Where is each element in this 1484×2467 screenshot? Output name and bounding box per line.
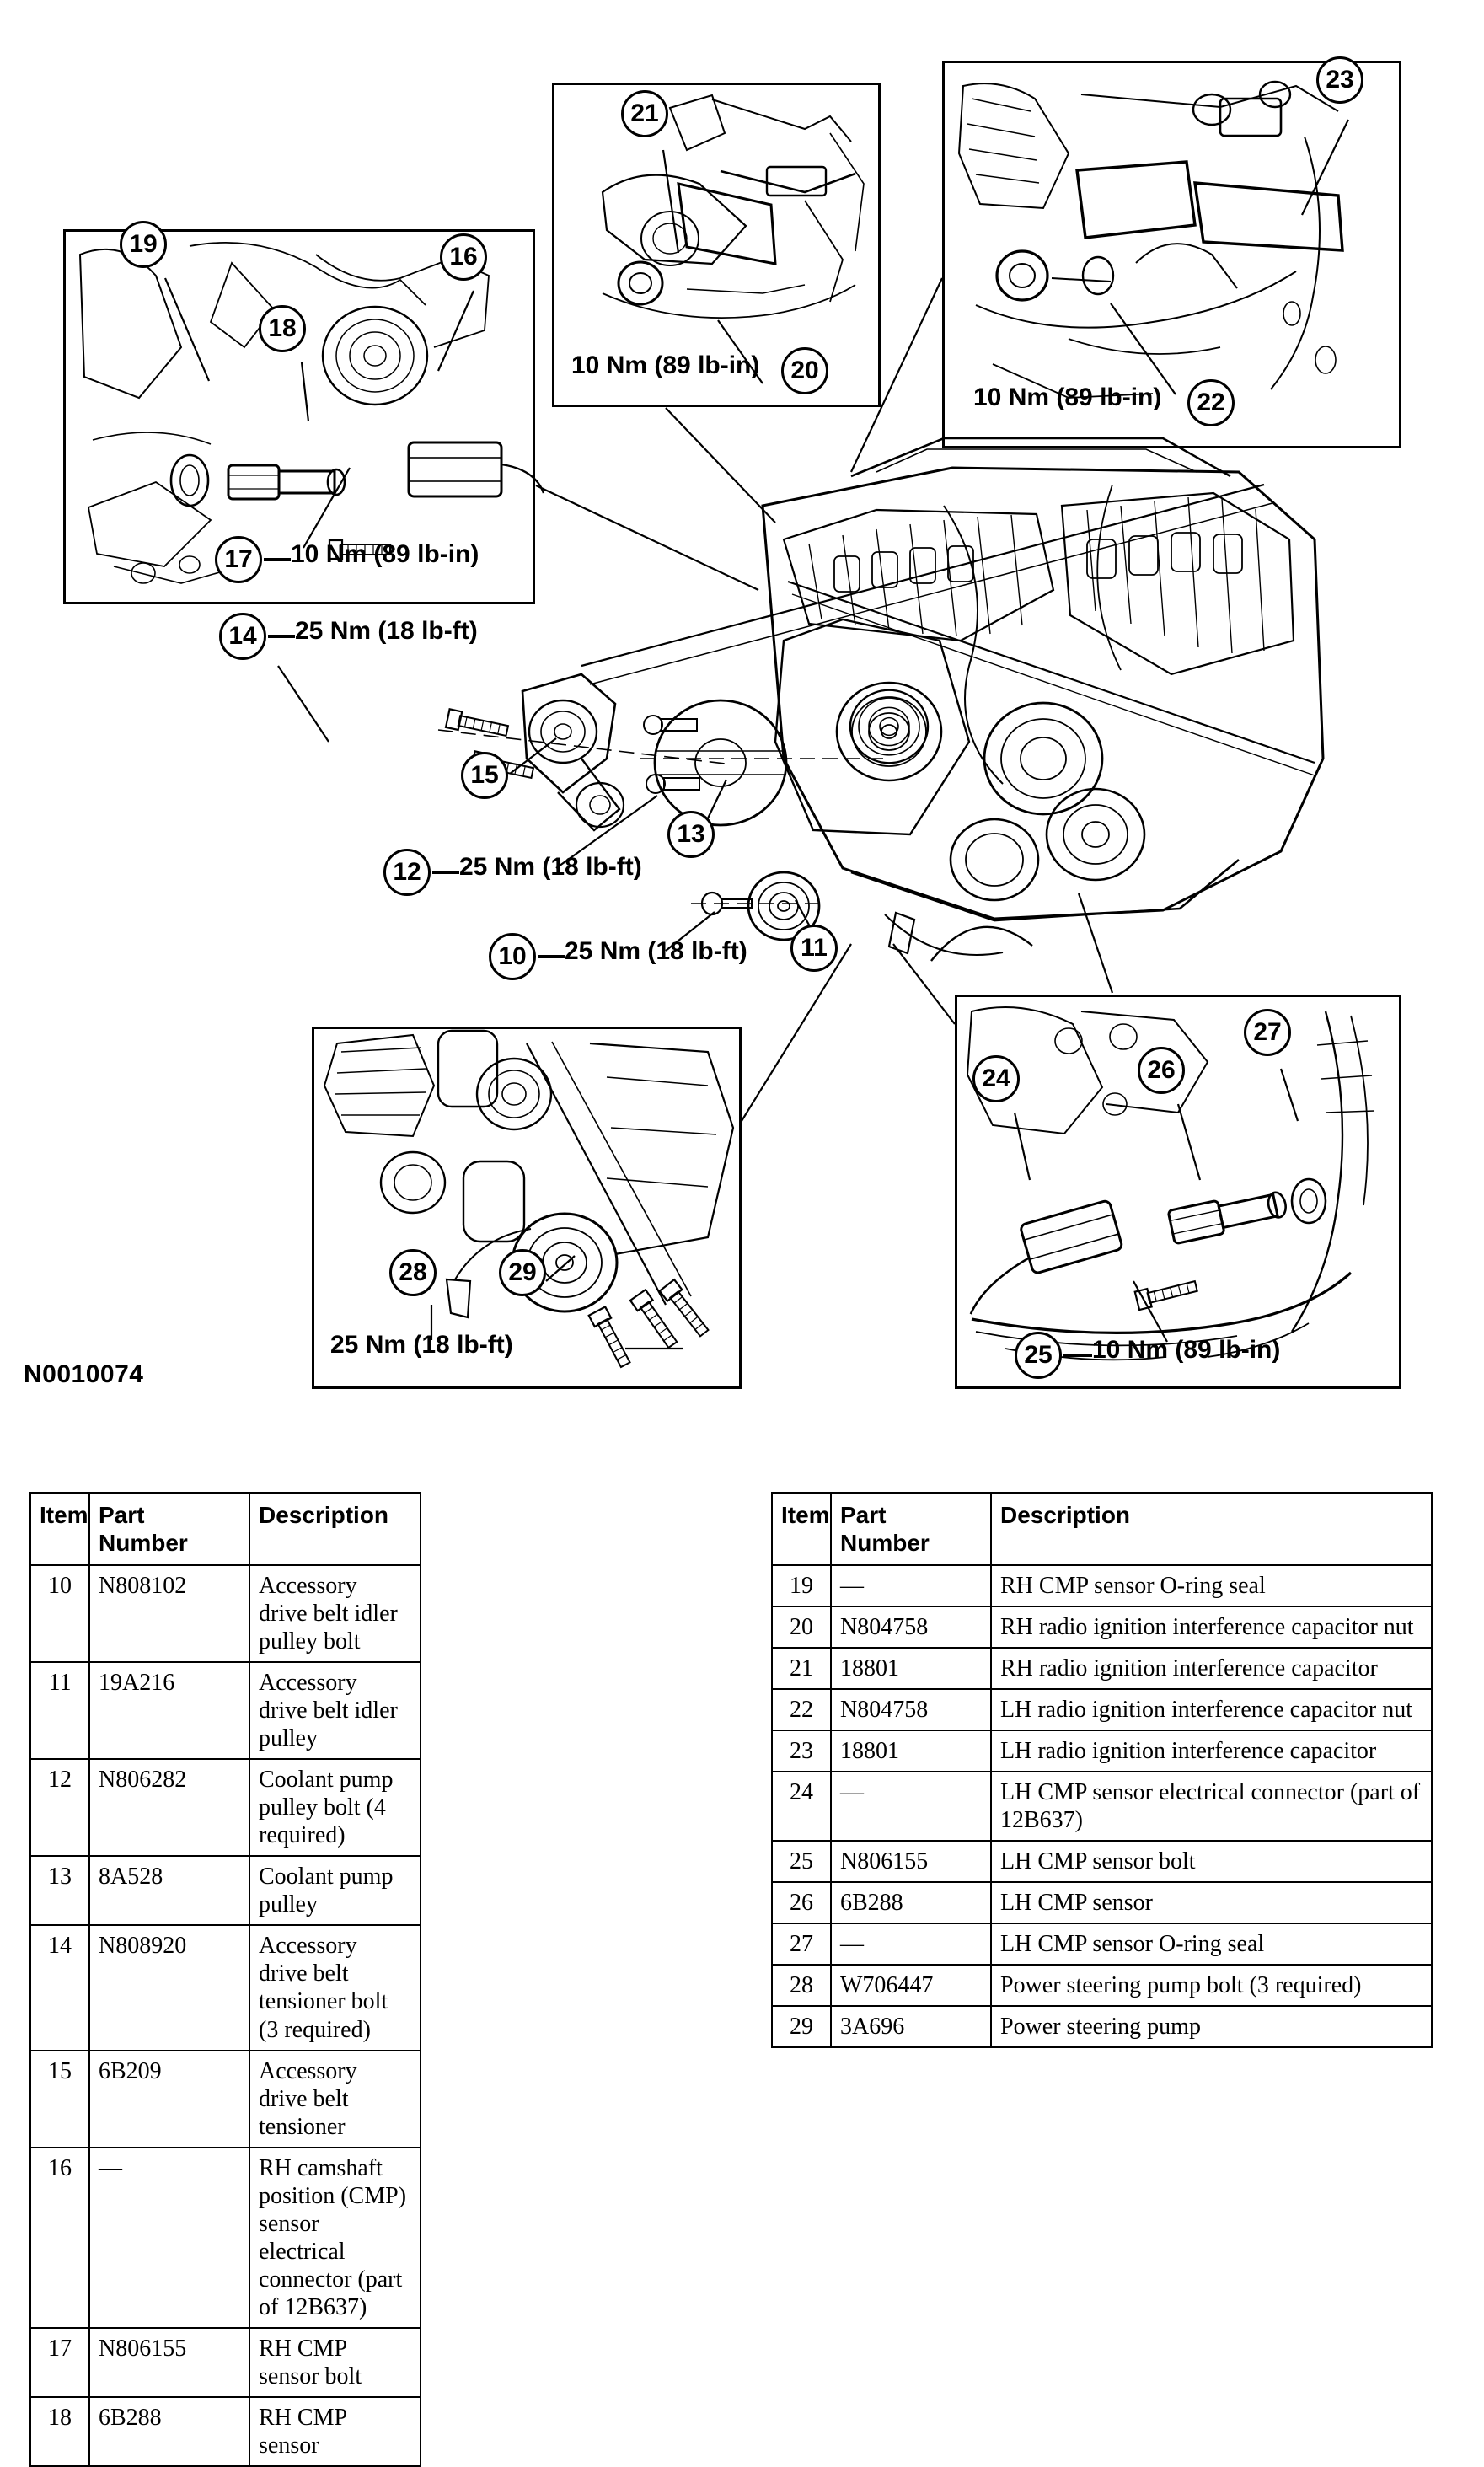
cell-item: 12 — [30, 1759, 89, 1856]
cell-description: RH radio ignition interference capacitor — [991, 1648, 1432, 1689]
callout-connector-7 — [1063, 1354, 1092, 1357]
cell-description: LH CMP sensor — [991, 1882, 1432, 1923]
column-header-part-number: Part Number — [89, 1493, 249, 1565]
parts-table-right-body — [772, 1565, 1432, 2047]
table-row — [772, 1606, 1432, 1648]
cell-item: 11 — [30, 1662, 89, 1759]
inset-art-lh-capacitor — [959, 82, 1342, 398]
cell-item: 20 — [772, 1606, 831, 1648]
callout-10: 10 — [489, 933, 536, 980]
callout-11: 11 — [790, 925, 838, 972]
column-header-item: Item — [30, 1493, 89, 1565]
cell-part-number: 6B209 — [89, 2051, 249, 2148]
table-row — [30, 2328, 421, 2397]
cell-description: RH camshaft position (CMP) sensor electrical connector (part of 12B637) — [249, 2148, 421, 2328]
table-row — [30, 1925, 421, 2050]
callout-27: 27 — [1244, 1009, 1291, 1056]
cell-part-number: N804758 — [831, 1689, 991, 1730]
engine-block-art — [763, 438, 1323, 961]
callout-21: 21 — [621, 90, 668, 137]
cell-item: 27 — [772, 1923, 831, 1965]
cell-part-number: 18801 — [831, 1648, 991, 1689]
torque-spec-8: 10 Nm (89 lb-in) — [1092, 1336, 1281, 1364]
callout-20: 20 — [781, 347, 828, 394]
cell-item: 18 — [30, 2397, 89, 2466]
column-header-description: Description — [249, 1493, 421, 1565]
cell-part-number: 8A528 — [89, 1856, 249, 1925]
callout-15: 15 — [461, 752, 508, 799]
cell-item: 17 — [30, 2328, 89, 2397]
callout-28: 28 — [389, 1249, 437, 1296]
cell-description: LH CMP sensor bolt — [991, 1841, 1432, 1882]
table-row — [772, 1648, 1432, 1689]
table-row — [772, 1923, 1432, 1965]
callout-25: 25 — [1015, 1332, 1062, 1379]
table-row — [30, 1565, 421, 1662]
cell-part-number: N808102 — [89, 1565, 249, 1662]
torque-spec-3: 10 Nm (89 lb-in) — [973, 383, 1162, 411]
table-row — [772, 1882, 1432, 1923]
cell-item: 22 — [772, 1689, 831, 1730]
figure-id: N0010074 — [24, 1360, 144, 1388]
inset-art-ps-pump — [324, 1031, 733, 1369]
cell-part-number: N806155 — [89, 2328, 249, 2397]
torque-spec-5: 25 Nm (18 lb-ft) — [459, 853, 642, 881]
cell-part-number: N806155 — [831, 1841, 991, 1882]
table-row — [30, 1856, 421, 1925]
cell-part-number: 6B288 — [831, 1882, 991, 1923]
table-row — [772, 2006, 1432, 2047]
cell-description: LH CMP sensor electrical connector (part of 12B637) — [991, 1772, 1432, 1841]
cell-part-number: W706447 — [831, 1965, 991, 2006]
callout-16: 16 — [440, 233, 487, 281]
callout-connector-6 — [538, 955, 565, 958]
table-row — [30, 2148, 421, 2328]
cell-item: 26 — [772, 1882, 831, 1923]
cell-description: Accessory drive belt tensioner — [249, 2051, 421, 2148]
torque-spec-2: 10 Nm (89 lb-in) — [571, 351, 760, 379]
cell-item: 13 — [30, 1856, 89, 1925]
cell-part-number: N804758 — [831, 1606, 991, 1648]
table-row — [772, 1772, 1432, 1841]
table-row — [30, 2051, 421, 2148]
cell-part-number: — — [831, 1565, 991, 1606]
cell-item: 14 — [30, 1925, 89, 2050]
table-row — [30, 1662, 421, 1759]
table-row — [772, 1730, 1432, 1772]
cell-part-number: 6B288 — [89, 2397, 249, 2466]
cell-item: 29 — [772, 2006, 831, 2047]
table-row — [30, 1759, 421, 1856]
cell-item: 28 — [772, 1965, 831, 2006]
cell-description: RH CMP sensor — [249, 2397, 421, 2466]
cell-description: Accessory drive belt tensioner bolt (3 required) — [249, 1925, 421, 2050]
cell-item: 25 — [772, 1841, 831, 1882]
table-row — [772, 1841, 1432, 1882]
torque-spec-1: 10 Nm (89 lb-in) — [291, 540, 479, 568]
cell-item: 15 — [30, 2051, 89, 2148]
torque-spec-4: 25 Nm (18 lb-ft) — [295, 617, 478, 645]
callout-connector-1 — [264, 558, 291, 561]
cell-description: Coolant pump pulley — [249, 1856, 421, 1925]
torque-spec-7: 25 Nm (18 lb-ft) — [330, 1331, 513, 1359]
cell-part-number: N808920 — [89, 1925, 249, 2050]
callout-connector-5 — [432, 871, 459, 874]
table-row — [772, 1965, 1432, 2006]
parts-table-left — [29, 1492, 421, 2467]
cell-item: 19 — [772, 1565, 831, 1606]
cell-part-number: — — [89, 2148, 249, 2328]
callout-14: 14 — [219, 613, 266, 660]
cell-description: Accessory drive belt idler pulley — [249, 1662, 421, 1759]
cell-description: LH CMP sensor O-ring seal — [991, 1923, 1432, 1965]
cell-description: Power steering pump bolt (3 required) — [991, 1965, 1432, 2006]
cell-part-number: 18801 — [831, 1730, 991, 1772]
column-header-item: Item — [772, 1493, 831, 1565]
cell-item: 10 — [30, 1565, 89, 1662]
table-header-row — [30, 1493, 421, 1565]
cell-description: Coolant pump pulley bolt (4 required) — [249, 1759, 421, 1856]
cell-description: RH CMP sensor bolt — [249, 2328, 421, 2397]
cell-part-number: 3A696 — [831, 2006, 991, 2047]
callout-17: 17 — [215, 536, 262, 583]
cell-item: 16 — [30, 2148, 89, 2328]
cell-description: LH radio ignition interference capacitor nut — [991, 1689, 1432, 1730]
table-header-row — [772, 1493, 1432, 1565]
callout-23: 23 — [1316, 56, 1363, 104]
column-header-description: Description — [991, 1493, 1432, 1565]
callout-19: 19 — [120, 221, 167, 268]
table-row — [772, 1565, 1432, 1606]
callout-29: 29 — [499, 1249, 546, 1296]
callout-12: 12 — [383, 849, 431, 896]
cell-part-number: — — [831, 1772, 991, 1841]
column-header-part-number: Part Number — [831, 1493, 991, 1565]
cell-part-number: — — [831, 1923, 991, 1965]
cell-description: RH radio ignition interference capacitor nut — [991, 1606, 1432, 1648]
callout-26: 26 — [1138, 1047, 1185, 1094]
table-row — [30, 2397, 421, 2466]
callout-18: 18 — [259, 305, 306, 352]
cell-item: 24 — [772, 1772, 831, 1841]
callout-13: 13 — [667, 811, 715, 858]
cell-description: Accessory drive belt idler pulley bolt — [249, 1565, 421, 1662]
parts-table-right — [771, 1492, 1433, 2048]
cell-item: 23 — [772, 1730, 831, 1772]
cell-description: Power steering pump — [991, 2006, 1432, 2047]
cell-item: 21 — [772, 1648, 831, 1689]
table-row — [772, 1689, 1432, 1730]
torque-spec-6: 25 Nm (18 lb-ft) — [565, 937, 747, 965]
cell-part-number: N806282 — [89, 1759, 249, 1856]
callout-24: 24 — [972, 1055, 1020, 1102]
cell-description: LH radio ignition interference capacitor — [991, 1730, 1432, 1772]
callout-22: 22 — [1187, 379, 1235, 426]
cell-part-number: 19A216 — [89, 1662, 249, 1759]
parts-table-left-body — [30, 1565, 421, 2466]
cell-description: RH CMP sensor O-ring seal — [991, 1565, 1432, 1606]
callout-connector-4 — [268, 635, 295, 638]
